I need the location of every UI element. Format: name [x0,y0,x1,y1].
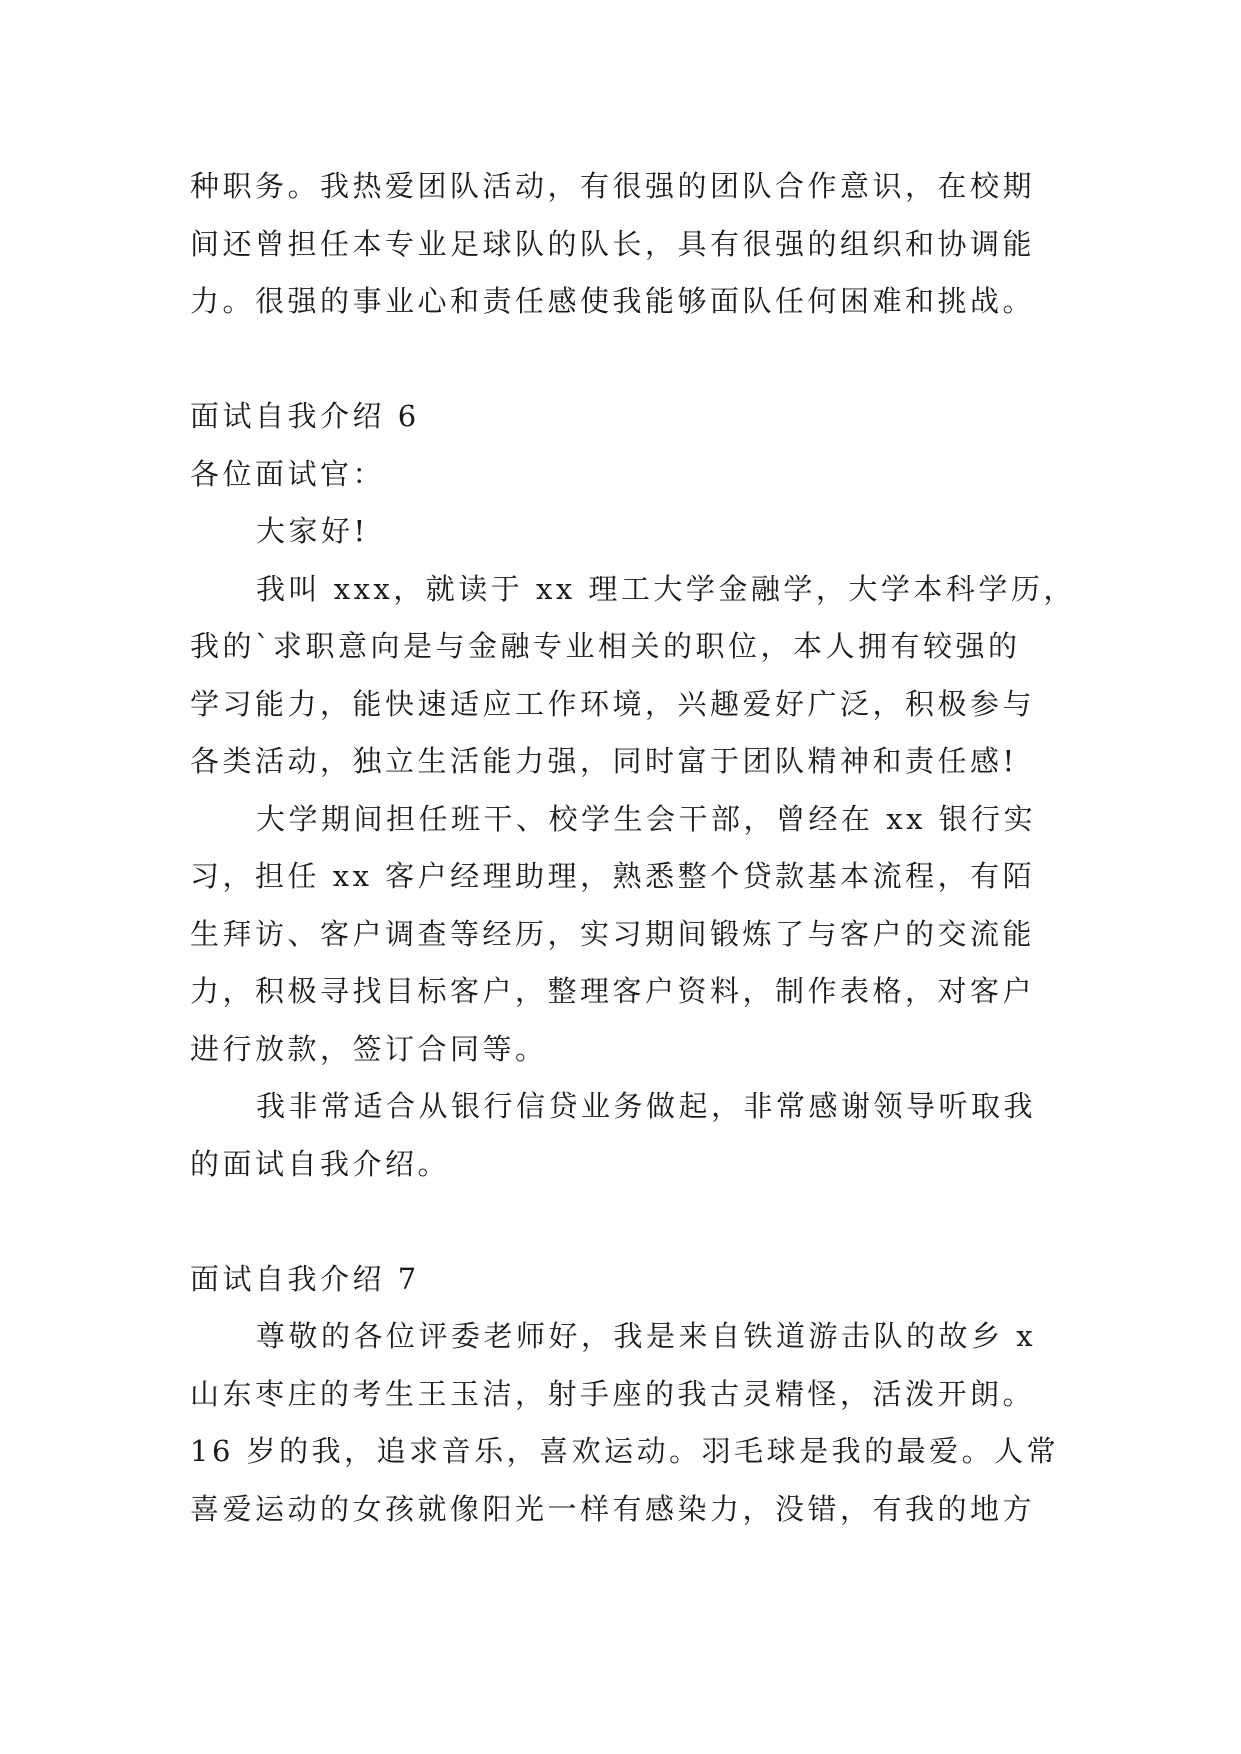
text-line: 我叫 xxx，就读于 xx 理工大学金融学，大学本科学历， [256,572,1076,606]
text-line: 学习能力，能快速适应工作环境，兴趣爱好广泛，积极参与 [190,687,1036,721]
text-line: 喜爱运动的女孩就像阳光一样有感染力，没错，有我的地方 [190,1492,1036,1526]
text-line: 习，担任 xx 客户经理助理，熟悉整个贷款基本流程，有陌 [190,859,1036,893]
text-line: 尊敬的各位评委老师好，我是来自铁道游击队的故乡 x [256,1319,1037,1353]
text-line: 的面试自我介绍。 [190,1147,451,1181]
section-heading-6: 面试自我介绍 6 [190,399,420,433]
text-line: 16 岁的我，追求音乐，喜欢运动。羽毛球是我的最爱。人常 [190,1434,1060,1468]
text-line: 间还曾担任本专业足球队的队长，具有很强的组织和协调能 [190,227,1036,261]
greeting: 大家好! [256,514,369,548]
section-heading-7: 面试自我介绍 7 [190,1262,420,1296]
text-line: 生拜访、客户调查等经历，实习期间锻炼了与客户的交流能 [190,917,1036,951]
text-line: 种职务。我热爱团队活动，有很强的团队合作意识，在校期 [190,169,1036,203]
text-line: 各类活动，独立生活能力强，同时富于团队精神和责任感! [190,744,1018,778]
text-line: 我非常适合从银行信贷业务做起，非常感谢领导听取我 [256,1089,1037,1123]
text-line: 我的`求职意向是与金融专业相关的职位，本人拥有较强的 [190,629,1021,663]
text-line: 进行放款，签订合同等。 [190,1032,548,1066]
text-line: 力。很强的事业心和责任感使我能够面队任何困难和挑战。 [190,284,1036,318]
text-line: 大学期间担任班干、校学生会干部，曾经在 xx 银行实 [256,802,1037,836]
salutation: 各位面试官： [190,457,386,491]
text-line: 力，积极寻找目标客户，整理客户资料，制作表格，对客户 [190,974,1036,1008]
text-line: 山东枣庄的考生王玉洁，射手座的我古灵精怪，活泼开朗。 [190,1377,1036,1411]
